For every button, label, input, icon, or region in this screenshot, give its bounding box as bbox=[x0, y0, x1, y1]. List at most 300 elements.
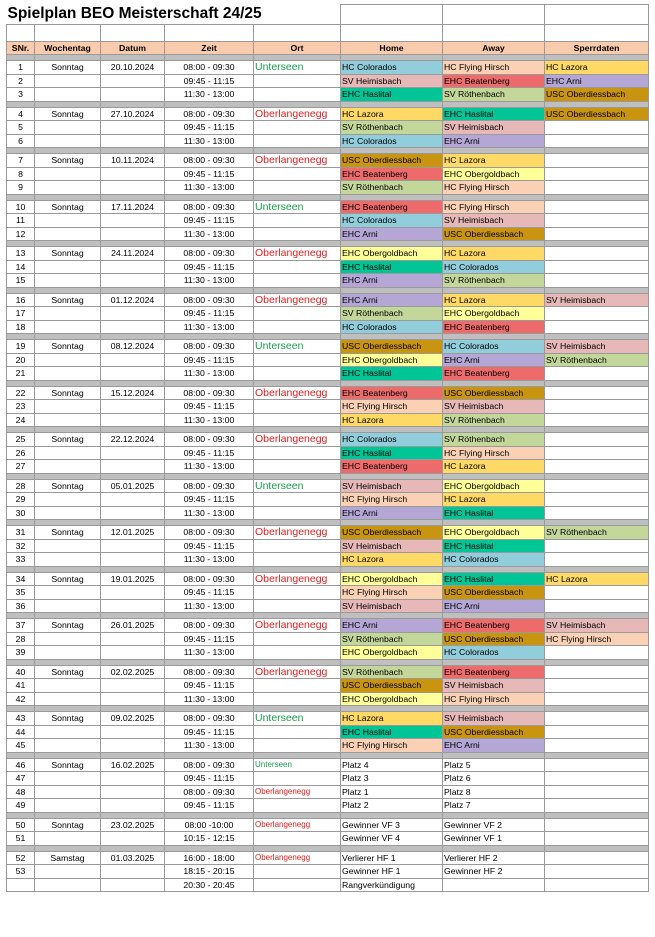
location bbox=[254, 260, 341, 274]
match-number: 52 bbox=[7, 851, 35, 865]
sperrdaten: SV Heimisbach bbox=[545, 293, 649, 307]
match-number: 31 bbox=[7, 526, 35, 540]
weekday: Sonntag bbox=[35, 340, 101, 354]
location bbox=[254, 772, 341, 786]
sperrdaten bbox=[545, 758, 649, 772]
match-row bbox=[7, 479, 649, 493]
match-number: 15 bbox=[7, 274, 35, 288]
home-team: EHC Obergoldbach bbox=[341, 646, 443, 660]
away-team: EHC Beatenberg bbox=[443, 74, 545, 88]
match-number: 50 bbox=[7, 818, 35, 832]
sperrdaten bbox=[545, 599, 649, 613]
sperrdaten bbox=[545, 260, 649, 274]
sperrdaten bbox=[545, 413, 649, 427]
weekday bbox=[35, 692, 101, 706]
sperrdaten bbox=[545, 227, 649, 241]
home-team: HC Flying Hirsch bbox=[341, 400, 443, 414]
sperrdaten: HC Lazora bbox=[545, 572, 649, 586]
home-team: USC Oberdiessbach bbox=[341, 340, 443, 354]
weekday bbox=[35, 88, 101, 102]
header-datum: Datum bbox=[101, 42, 165, 55]
away-team: SV Heimisbach bbox=[443, 121, 545, 135]
date: 20.10.2024 bbox=[101, 61, 165, 75]
match-row bbox=[7, 167, 649, 181]
location bbox=[254, 320, 341, 334]
away-team: HC Flying Hirsch bbox=[443, 181, 545, 195]
away-team: EHC Beatenberg bbox=[443, 619, 545, 633]
match-row bbox=[7, 227, 649, 241]
match-number: 16 bbox=[7, 293, 35, 307]
match-number: 34 bbox=[7, 572, 35, 586]
match-number: 35 bbox=[7, 586, 35, 600]
match-row bbox=[7, 247, 649, 261]
away-team: HC Lazora bbox=[443, 460, 545, 474]
match-number: 42 bbox=[7, 692, 35, 706]
match-number: 45 bbox=[7, 739, 35, 753]
sperrdaten bbox=[545, 712, 649, 726]
match-number: 30 bbox=[7, 506, 35, 520]
date bbox=[101, 121, 165, 135]
time: 11:30 - 13:00 bbox=[165, 739, 254, 753]
date bbox=[101, 785, 165, 799]
away-team: HC Lazora bbox=[443, 493, 545, 507]
location bbox=[254, 553, 341, 567]
sperrdaten bbox=[545, 386, 649, 400]
match-number: 24 bbox=[7, 413, 35, 427]
away-team: SV Heimisbach bbox=[443, 400, 545, 414]
location: Unterseen bbox=[254, 340, 341, 354]
match-row bbox=[7, 134, 649, 148]
time: 09:45 - 11:15 bbox=[165, 167, 254, 181]
match-number: 28 bbox=[7, 479, 35, 493]
location: Oberlangenegg bbox=[254, 572, 341, 586]
date bbox=[101, 865, 165, 879]
time: 08:00 - 09:30 bbox=[165, 526, 254, 540]
time: 08:00 - 09:30 bbox=[165, 200, 254, 214]
match-number: 18 bbox=[7, 320, 35, 334]
away-team: USC Oberdiessbach bbox=[443, 227, 545, 241]
weekday bbox=[35, 413, 101, 427]
weekday bbox=[35, 865, 101, 879]
sperrdaten: SV Röthenbach bbox=[545, 353, 649, 367]
time: 08:00 - 09:30 bbox=[165, 619, 254, 633]
match-row bbox=[7, 758, 649, 772]
date bbox=[101, 181, 165, 195]
sperrdaten: USC Oberdiessbach bbox=[545, 107, 649, 121]
location bbox=[254, 506, 341, 520]
home-team: HC Flying Hirsch bbox=[341, 739, 443, 753]
time: 11:30 - 13:00 bbox=[165, 320, 254, 334]
away-team: EHC Haslital bbox=[443, 539, 545, 553]
location: Oberlangenegg bbox=[254, 247, 341, 261]
schedule-table bbox=[6, 4, 649, 892]
match-number: 37 bbox=[7, 619, 35, 633]
away-team: EHC Arni bbox=[443, 134, 545, 148]
home-team: SV Röthenbach bbox=[341, 307, 443, 321]
weekday: Sonntag bbox=[35, 247, 101, 261]
match-row bbox=[7, 712, 649, 726]
location bbox=[254, 227, 341, 241]
weekday bbox=[35, 493, 101, 507]
match-row bbox=[7, 293, 649, 307]
time: 08:00 - 09:30 bbox=[165, 247, 254, 261]
date bbox=[101, 506, 165, 520]
match-number: 25 bbox=[7, 433, 35, 447]
time: 11:30 - 13:00 bbox=[165, 460, 254, 474]
header-row bbox=[7, 42, 649, 55]
home-team: Platz 3 bbox=[341, 772, 443, 786]
weekday bbox=[35, 134, 101, 148]
date: 05.01.2025 bbox=[101, 479, 165, 493]
time: 09:45 - 11:15 bbox=[165, 260, 254, 274]
weekday: Sonntag bbox=[35, 712, 101, 726]
home-team: SV Heimisbach bbox=[341, 74, 443, 88]
home-team: EHC Obergoldbach bbox=[341, 353, 443, 367]
date bbox=[101, 214, 165, 228]
time: 08:00 - 09:30 bbox=[165, 479, 254, 493]
weekday: Sonntag bbox=[35, 293, 101, 307]
date bbox=[101, 353, 165, 367]
time: 11:30 - 13:00 bbox=[165, 274, 254, 288]
sperrdaten bbox=[545, 692, 649, 706]
location bbox=[254, 121, 341, 135]
match-row bbox=[7, 107, 649, 121]
sperrdaten bbox=[545, 539, 649, 553]
weekday bbox=[35, 832, 101, 846]
match-row bbox=[7, 121, 649, 135]
match-row bbox=[7, 181, 649, 195]
match-row bbox=[7, 214, 649, 228]
sperrdaten bbox=[545, 679, 649, 693]
away-team: HC Colorados bbox=[443, 340, 545, 354]
home-team: SV Heimisbach bbox=[341, 599, 443, 613]
home-team: HC Lazora bbox=[341, 413, 443, 427]
home-team: Platz 1 bbox=[341, 785, 443, 799]
date bbox=[101, 167, 165, 181]
location: Oberlangenegg bbox=[254, 293, 341, 307]
header-wochentag: Wochentag bbox=[35, 42, 101, 55]
header-home: Home bbox=[341, 42, 443, 55]
home-team: HC Flying Hirsch bbox=[341, 586, 443, 600]
date bbox=[101, 539, 165, 553]
home-team: SV Röthenbach bbox=[341, 121, 443, 135]
date: 01.12.2024 bbox=[101, 293, 165, 307]
weekday: Sonntag bbox=[35, 526, 101, 540]
match-row bbox=[7, 386, 649, 400]
location bbox=[254, 460, 341, 474]
match-number: 32 bbox=[7, 539, 35, 553]
home-team: EHC Arni bbox=[341, 619, 443, 633]
match-row bbox=[7, 433, 649, 447]
date bbox=[101, 460, 165, 474]
away-team: USC Oberdiessbach bbox=[443, 586, 545, 600]
date bbox=[101, 878, 165, 892]
location: Oberlangenegg bbox=[254, 818, 341, 832]
match-number: 44 bbox=[7, 725, 35, 739]
away-team: EHC Obergoldbach bbox=[443, 307, 545, 321]
match-number: 23 bbox=[7, 400, 35, 414]
date bbox=[101, 646, 165, 660]
weekday bbox=[35, 446, 101, 460]
sperrdaten: USC Oberdiessbach bbox=[545, 88, 649, 102]
time: 11:30 - 13:00 bbox=[165, 692, 254, 706]
match-number bbox=[7, 878, 35, 892]
match-number: 10 bbox=[7, 200, 35, 214]
date: 10.11.2024 bbox=[101, 154, 165, 168]
away-team: HC Lazora bbox=[443, 154, 545, 168]
away-team: EHC Haslital bbox=[443, 506, 545, 520]
match-row bbox=[7, 572, 649, 586]
match-row bbox=[7, 446, 649, 460]
sperrdaten bbox=[545, 274, 649, 288]
time: 09:45 - 11:15 bbox=[165, 400, 254, 414]
match-row bbox=[7, 340, 649, 354]
away-team: Platz 8 bbox=[443, 785, 545, 799]
away-team: HC Flying Hirsch bbox=[443, 200, 545, 214]
match-number: 47 bbox=[7, 772, 35, 786]
weekday bbox=[35, 506, 101, 520]
home-team: EHC Arni bbox=[341, 227, 443, 241]
weekday bbox=[35, 679, 101, 693]
time: 09:45 - 11:15 bbox=[165, 679, 254, 693]
time: 11:30 - 13:00 bbox=[165, 553, 254, 567]
sperrdaten: EHC Arni bbox=[545, 74, 649, 88]
location bbox=[254, 74, 341, 88]
match-number: 6 bbox=[7, 134, 35, 148]
sperrdaten bbox=[545, 832, 649, 846]
location bbox=[254, 88, 341, 102]
match-row bbox=[7, 413, 649, 427]
time: 08:00 - 09:30 bbox=[165, 572, 254, 586]
date bbox=[101, 400, 165, 414]
home-team: HC Colorados bbox=[341, 134, 443, 148]
match-number: 33 bbox=[7, 553, 35, 567]
location: Oberlangenegg bbox=[254, 154, 341, 168]
location bbox=[254, 739, 341, 753]
home-team: SV Heimisbach bbox=[341, 479, 443, 493]
home-team: EHC Beatenberg bbox=[341, 167, 443, 181]
weekday bbox=[35, 353, 101, 367]
weekday: Sonntag bbox=[35, 572, 101, 586]
time: 09:45 - 11:15 bbox=[165, 446, 254, 460]
location: Unterseen bbox=[254, 61, 341, 75]
time: 09:45 - 11:15 bbox=[165, 307, 254, 321]
away-team: SV Röthenbach bbox=[443, 413, 545, 427]
date bbox=[101, 772, 165, 786]
away-team: HC Flying Hirsch bbox=[443, 446, 545, 460]
location bbox=[254, 134, 341, 148]
location bbox=[254, 307, 341, 321]
location bbox=[254, 400, 341, 414]
header-ort: Ort bbox=[254, 42, 341, 55]
away-team: EHC Haslital bbox=[443, 107, 545, 121]
match-number: 28 bbox=[7, 632, 35, 646]
match-number: 4 bbox=[7, 107, 35, 121]
header-away: Away bbox=[443, 42, 545, 55]
match-row bbox=[7, 88, 649, 102]
home-team: Platz 4 bbox=[341, 758, 443, 772]
away-team: EHC Obergoldbach bbox=[443, 479, 545, 493]
match-number: 11 bbox=[7, 214, 35, 228]
date bbox=[101, 832, 165, 846]
weekday bbox=[35, 367, 101, 381]
time: 11:30 - 13:00 bbox=[165, 646, 254, 660]
away-team: HC Colorados bbox=[443, 553, 545, 567]
location bbox=[254, 799, 341, 813]
location: Unterseen bbox=[254, 758, 341, 772]
match-row bbox=[7, 665, 649, 679]
time: 09:45 - 11:15 bbox=[165, 74, 254, 88]
sperrdaten bbox=[545, 586, 649, 600]
time: 20:30 - 20:45 bbox=[165, 878, 254, 892]
time: 10:15 - 12:15 bbox=[165, 832, 254, 846]
weekday bbox=[35, 553, 101, 567]
match-row bbox=[7, 725, 649, 739]
date bbox=[101, 274, 165, 288]
match-number: 53 bbox=[7, 865, 35, 879]
away-team: USC Oberdiessbach bbox=[443, 725, 545, 739]
weekday bbox=[35, 121, 101, 135]
sperrdaten bbox=[545, 181, 649, 195]
weekday bbox=[35, 74, 101, 88]
weekday bbox=[35, 320, 101, 334]
location bbox=[254, 367, 341, 381]
away-team: Verlierer HF 2 bbox=[443, 851, 545, 865]
match-number: 41 bbox=[7, 679, 35, 693]
location: Oberlangenegg bbox=[254, 107, 341, 121]
home-team: HC Colorados bbox=[341, 433, 443, 447]
sperrdaten bbox=[545, 400, 649, 414]
weekday: Sonntag bbox=[35, 154, 101, 168]
home-team: EHC Obergoldbach bbox=[341, 572, 443, 586]
away-team: SV Heimisbach bbox=[443, 214, 545, 228]
date bbox=[101, 260, 165, 274]
time: 08:00 - 09:30 bbox=[165, 154, 254, 168]
match-row bbox=[7, 506, 649, 520]
location bbox=[254, 181, 341, 195]
sperrdaten bbox=[545, 134, 649, 148]
away-team: SV Röthenbach bbox=[443, 274, 545, 288]
match-number: 12 bbox=[7, 227, 35, 241]
location: Unterseen bbox=[254, 479, 341, 493]
away-team: EHC Arni bbox=[443, 739, 545, 753]
weekday bbox=[35, 400, 101, 414]
sperrdaten bbox=[545, 200, 649, 214]
home-team: EHC Haslital bbox=[341, 367, 443, 381]
home-team: HC Colorados bbox=[341, 61, 443, 75]
weekday: Samstag bbox=[35, 851, 101, 865]
match-row bbox=[7, 154, 649, 168]
sperrdaten bbox=[545, 479, 649, 493]
sperrdaten bbox=[545, 818, 649, 832]
sperrdaten: HC Lazora bbox=[545, 61, 649, 75]
sperrdaten bbox=[545, 646, 649, 660]
sperrdaten bbox=[545, 167, 649, 181]
time: 11:30 - 13:00 bbox=[165, 227, 254, 241]
weekday bbox=[35, 799, 101, 813]
date bbox=[101, 632, 165, 646]
time: 08:00 - 09:30 bbox=[165, 386, 254, 400]
home-team: Rangverkündigung bbox=[341, 878, 443, 892]
away-team: SV Röthenbach bbox=[443, 88, 545, 102]
sperrdaten bbox=[545, 725, 649, 739]
home-team: EHC Haslital bbox=[341, 725, 443, 739]
match-number: 29 bbox=[7, 493, 35, 507]
time: 11:30 - 13:00 bbox=[165, 599, 254, 613]
weekday: Sonntag bbox=[35, 818, 101, 832]
date bbox=[101, 493, 165, 507]
date bbox=[101, 446, 165, 460]
away-team: EHC Obergoldbach bbox=[443, 526, 545, 540]
match-row bbox=[7, 553, 649, 567]
match-number: 2 bbox=[7, 74, 35, 88]
weekday bbox=[35, 878, 101, 892]
time: 11:30 - 13:00 bbox=[165, 367, 254, 381]
date bbox=[101, 227, 165, 241]
date: 27.10.2024 bbox=[101, 107, 165, 121]
match-row bbox=[7, 460, 649, 474]
location bbox=[254, 832, 341, 846]
home-team: EHC Arni bbox=[341, 293, 443, 307]
match-row bbox=[7, 799, 649, 813]
away-team: SV Heimisbach bbox=[443, 679, 545, 693]
match-number: 5 bbox=[7, 121, 35, 135]
sperrdaten bbox=[545, 665, 649, 679]
time: 08:00 - 09:30 bbox=[165, 785, 254, 799]
match-row bbox=[7, 320, 649, 334]
date bbox=[101, 413, 165, 427]
weekday: Sonntag bbox=[35, 433, 101, 447]
match-row bbox=[7, 865, 649, 879]
home-team: EHC Arni bbox=[341, 274, 443, 288]
match-row bbox=[7, 851, 649, 865]
time: 09:45 - 11:15 bbox=[165, 214, 254, 228]
date bbox=[101, 88, 165, 102]
time: 08:00 - 09:30 bbox=[165, 758, 254, 772]
time: 16:00 - 18:00 bbox=[165, 851, 254, 865]
match-number: 19 bbox=[7, 340, 35, 354]
date: 17.11.2024 bbox=[101, 200, 165, 214]
weekday bbox=[35, 181, 101, 195]
home-team: SV Röthenbach bbox=[341, 181, 443, 195]
match-row bbox=[7, 367, 649, 381]
match-row bbox=[7, 619, 649, 633]
match-row bbox=[7, 772, 649, 786]
date: 23.02.2025 bbox=[101, 818, 165, 832]
weekday bbox=[35, 460, 101, 474]
sperrdaten bbox=[545, 367, 649, 381]
home-team: SV Röthenbach bbox=[341, 632, 443, 646]
sperrdaten: SV Heimisbach bbox=[545, 619, 649, 633]
home-team: EHC Obergoldbach bbox=[341, 247, 443, 261]
time: 08:00 - 09:30 bbox=[165, 433, 254, 447]
weekday bbox=[35, 739, 101, 753]
match-number: 27 bbox=[7, 460, 35, 474]
match-number: 3 bbox=[7, 88, 35, 102]
match-number: 51 bbox=[7, 832, 35, 846]
away-team: Platz 6 bbox=[443, 772, 545, 786]
date: 02.02.2025 bbox=[101, 665, 165, 679]
weekday bbox=[35, 167, 101, 181]
away-team: Gewinner VF 1 bbox=[443, 832, 545, 846]
match-number: 43 bbox=[7, 712, 35, 726]
match-number: 8 bbox=[7, 167, 35, 181]
date bbox=[101, 134, 165, 148]
time: 08:00 - 09:30 bbox=[165, 712, 254, 726]
away-team: HC Colorados bbox=[443, 260, 545, 274]
time: 11:30 - 13:00 bbox=[165, 134, 254, 148]
date: 08.12.2024 bbox=[101, 340, 165, 354]
